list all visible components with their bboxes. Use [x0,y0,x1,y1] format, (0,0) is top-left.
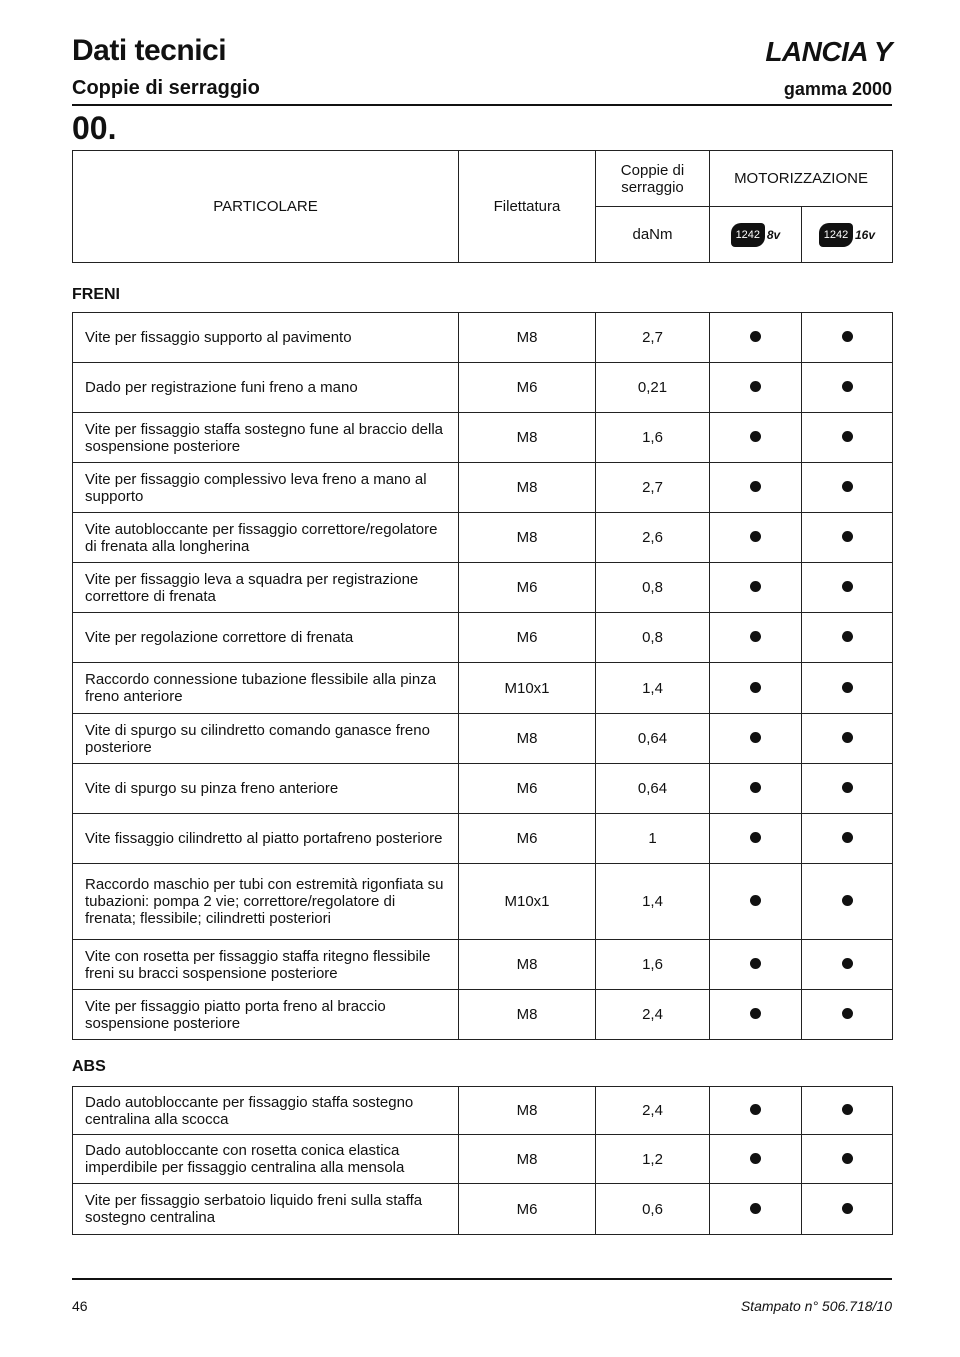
thread-size: M6 [459,363,596,413]
table-row [73,940,893,990]
part-description: Vite per fissaggio piatto porta freno al braccio sospensione posteriore [73,990,459,1040]
engine-8v-applicable [710,413,802,463]
bullet-dot-icon [842,431,853,442]
thread-size: M8 [459,413,596,463]
model-range: gamma 2000 [783,79,892,99]
section-label-freni: FRENI [72,286,120,303]
bullet-dot-icon [842,631,853,642]
torque-value: 0,64 [596,714,710,764]
part-description: Raccordo maschio per tubi con estremità rigonfiata su tubazioni: pompa 2 vie; correttore/regolatore di frenata; flessibile; cilindretti posteriori [73,864,459,940]
torque-value: 2,6 [596,513,710,563]
part-description: Vite per fissaggio leva a squadra per registrazione correttore di frenata [73,563,459,613]
engine-16v-applicable [802,864,893,940]
bullet-dot-icon [842,1104,853,1115]
bullet-dot-icon [842,895,853,906]
thread-size: M6 [459,613,596,663]
torque-value: 2,7 [596,313,710,363]
thread-size: M10x1 [459,663,596,714]
engine-16v-applicable [802,940,893,990]
table-row [73,363,893,413]
engine-16v-applicable [802,814,893,864]
engine-16v-applicable [802,563,893,613]
torque-value: 1,2 [596,1135,710,1184]
header-rule [72,104,892,106]
engine-16v-applicable [802,363,893,413]
part-description: Vite per fissaggio complessivo leva freno a mano al supporto [73,463,459,513]
brand-model: LANCIA Y [765,36,892,67]
bullet-dot-icon [842,1153,853,1164]
header-unit: daNm [596,207,710,263]
torque-value: 0,8 [596,563,710,613]
header-engine-16v [802,207,893,263]
part-description: Vite fissaggio cilindretto al piatto portafreno posteriore [73,814,459,864]
engine-8v-applicable [710,563,802,613]
engine-8v-applicable [710,1087,802,1135]
page-number: 46 [72,1298,88,1314]
thread-size: M10x1 [459,864,596,940]
bullet-dot-icon [842,331,853,342]
engine-16v-applicable [802,513,893,563]
table-row [73,463,893,513]
bullet-dot-icon [842,531,853,542]
section-label-abs: ABS [72,1058,106,1075]
part-description: Vite di spurgo su pinza freno anteriore [73,764,459,814]
bullet-dot-icon [750,682,761,693]
engine-16v-applicable [802,613,893,663]
torque-value: 2,7 [596,463,710,513]
thread-size: M8 [459,714,596,764]
engine-8v-applicable [710,990,802,1040]
table-row [73,513,893,563]
torque-value: 1,4 [596,663,710,714]
table-row [73,1087,893,1135]
part-description: Raccordo connessione tubazione flessibile alla pinza freno anteriore [73,663,459,714]
table-row [73,864,893,940]
engine-8v [731,223,780,247]
engine-8v-applicable [710,613,802,663]
engine-8v-applicable [710,513,802,563]
bullet-dot-icon [750,531,761,542]
table-row [73,613,893,663]
table-row [73,990,893,1040]
torque-value: 1,6 [596,940,710,990]
bullet-dot-icon [750,1008,761,1019]
bullet-dot-icon [842,1008,853,1019]
torque-value: 0,64 [596,764,710,814]
part-description: Vite per fissaggio staffa sostegno fune al braccio della sospensione posteriore [73,413,459,463]
bullet-dot-icon [842,782,853,793]
document-title: Dati tecnici [72,34,227,67]
bullet-dot-icon [750,1203,761,1214]
footer-rule [72,1278,892,1280]
engine-8v-applicable [710,1135,802,1184]
table-row [73,663,893,714]
engine-valves-label: 8v [766,227,781,242]
bullet-dot-icon [750,631,761,642]
part-description: Dado autobloccante con rosetta conica elastica imperdibile per fissaggio centralina alla mensola [73,1135,459,1184]
table-row [73,1135,893,1184]
engine-16v-applicable [802,313,893,363]
engine-16v-applicable [802,413,893,463]
engine-16v-applicable [802,990,893,1040]
thread-size: M8 [459,463,596,513]
header-coppie: Coppie di serraggio [596,151,710,207]
header-particolare: PARTICOLARE [73,151,459,263]
bullet-dot-icon [750,331,761,342]
bullet-dot-icon [750,895,761,906]
torque-value: 1,4 [596,864,710,940]
torque-value: 2,4 [596,990,710,1040]
bullet-dot-icon [750,1104,761,1115]
table-row [73,1184,893,1235]
thread-size: M6 [459,814,596,864]
torque-value: 1,6 [596,413,710,463]
bullet-dot-icon [750,581,761,592]
bullet-dot-icon [750,832,761,843]
bullet-dot-icon [842,832,853,843]
part-description: Vite per fissaggio serbatoio liquido freni sulla staffa sostegno centralina [73,1184,459,1235]
engine-valves-label: 16v [854,227,876,242]
engine-8v-applicable [710,940,802,990]
torque-value: 0,6 [596,1184,710,1235]
bullet-dot-icon [750,958,761,969]
bullet-dot-icon [750,782,761,793]
torque-value: 2,4 [596,1087,710,1135]
part-description: Dado autobloccante per fissaggio staffa sostegno centralina alla scocca [73,1087,459,1135]
engine-16v [819,223,875,247]
header-motorizzazione: MOTORIZZAZIONE [710,151,893,207]
thread-size: M8 [459,990,596,1040]
engine-16v-applicable [802,663,893,714]
header-engine-8v [710,207,802,263]
part-description: Vite per fissaggio supporto al pavimento [73,313,459,363]
bullet-dot-icon [842,581,853,592]
column-header-table [72,150,893,263]
engine-16v-applicable [802,463,893,513]
abs-table [72,1086,893,1235]
engine-8v-applicable [710,764,802,814]
thread-size: M8 [459,313,596,363]
bullet-dot-icon [842,682,853,693]
engine-8v-applicable [710,1184,802,1235]
table-row [73,764,893,814]
bullet-dot-icon [842,958,853,969]
table-row [73,413,893,463]
bullet-dot-icon [842,381,853,392]
torque-value: 0,8 [596,613,710,663]
table-row [73,313,893,363]
bullet-dot-icon [842,481,853,492]
engine-8v-applicable [710,714,802,764]
engine-16v-applicable [802,1184,893,1235]
bullet-dot-icon [750,381,761,392]
part-description: Vite di spurgo su cilindretto comando ganasce freno posteriore [73,714,459,764]
freni-table [72,312,893,1040]
bullet-dot-icon [750,732,761,743]
header-filettatura: Filettatura [459,151,596,263]
bullet-dot-icon [750,481,761,492]
table-row [73,714,893,764]
engine-8v-applicable [710,463,802,513]
bullet-dot-icon [842,1203,853,1214]
document-subtitle: Coppie di serraggio [72,77,260,99]
thread-size: M8 [459,940,596,990]
engine-16v-applicable [802,1135,893,1184]
engine-8v-applicable [710,864,802,940]
thread-size: M8 [459,1135,596,1184]
thread-size: M6 [459,1184,596,1235]
table-row [73,814,893,864]
engine-8v-applicable [710,363,802,413]
thread-size: M6 [459,764,596,814]
thread-size: M8 [459,1087,596,1135]
engine-block-icon: 1242 [819,223,853,247]
section-code: 00. [72,110,117,146]
print-reference: Stampato n° 506.718/10 [740,1298,892,1314]
thread-size: M8 [459,513,596,563]
engine-16v-applicable [802,1087,893,1135]
bullet-dot-icon [750,431,761,442]
bullet-dot-icon [842,732,853,743]
engine-8v-applicable [710,814,802,864]
engine-16v-applicable [802,714,893,764]
part-description: Vite per regolazione correttore di frenata [73,613,459,663]
table-row [73,563,893,613]
part-description: Vite autobloccante per fissaggio correttore/regolatore di frenata alla longherina [73,513,459,563]
part-description: Dado per registrazione funi freno a mano [73,363,459,413]
engine-16v-applicable [802,764,893,814]
engine-8v-applicable [710,313,802,363]
thread-size: M6 [459,563,596,613]
engine-8v-applicable [710,663,802,714]
torque-value: 0,21 [596,363,710,413]
torque-value: 1 [596,814,710,864]
bullet-dot-icon [750,1153,761,1164]
engine-block-icon: 1242 [731,223,765,247]
part-description: Vite con rosetta per fissaggio staffa ritegno flessibile freni su bracci sospensione posteriore [73,940,459,990]
